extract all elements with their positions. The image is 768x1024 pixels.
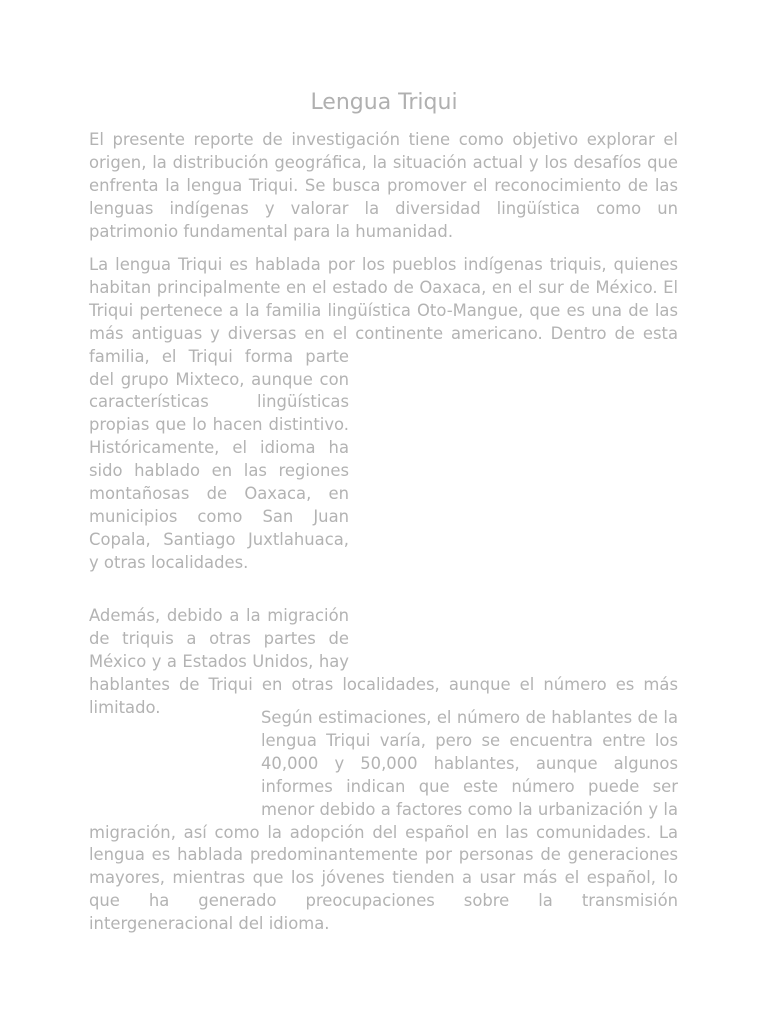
layout-spacer: [349, 605, 678, 651]
paragraph-origin: La lengua Triqui es hablada por los pueblos indígenas triquis, quienes habitan principalmente en el estado de Oaxaca, en el sur de México. El Triqui pertenece a la familia lingüística Oto-Mangue, que es una de las más antiguas y diversas en el continente americano. Dentro de esta familia, el Triqui forma parte del grupo Mixteco, aunque con características lingüísticas propias que lo hacen distintivo. Históricamente, el idioma ha sido hablado en las regiones montañosas de Oaxaca, en municipios como San Juan Copala, Santiago Juxtlahuaca, y otras localidades.: [89, 254, 678, 575]
paragraph-origin-wrapper: [89, 254, 678, 608]
paragraph-migration: Además, debido a la migración de triquis a otras partes de México y a Estados Unidos, hay hablantes de Triqui en otras localidades, aunque el número es más limitado.: [89, 606, 678, 717]
paragraph-intro: El presente reporte de investigación tiene como objetivo explorar el origen, la distribución geográfica, la situación actual y los desafíos que enfrenta la lengua Triqui. Se busca promover el reconocimiento de las lenguas indígenas y valorar la diversidad lingüística como un patrimonio fundamental para la humanidad.: [89, 130, 678, 241]
paragraph-speakers: Según estimaciones, el número de hablantes de la lengua Triqui varía, pero se encuentra entre los 40,000 y 50,000 hablantes, aunque algunos informes indican que este número puede ser menor debido a factores como la urbanización y la migración, así como la adopción del español en las comunidades. La lengua es hablada predominantemente por personas de generaciones mayores, mientras que los jóvenes tienden a usar más el español, lo que ha generado preocupaciones sobre la transmisión intergeneracional del idioma.: [89, 708, 678, 934]
document-title: Lengua Triqui: [310, 90, 458, 115]
layout-spacer: [349, 368, 678, 608]
layout-spacer: [89, 707, 261, 821]
paragraph-speakers-wrapper: [89, 707, 678, 936]
paragraph-migration-wrapper: [89, 605, 678, 720]
